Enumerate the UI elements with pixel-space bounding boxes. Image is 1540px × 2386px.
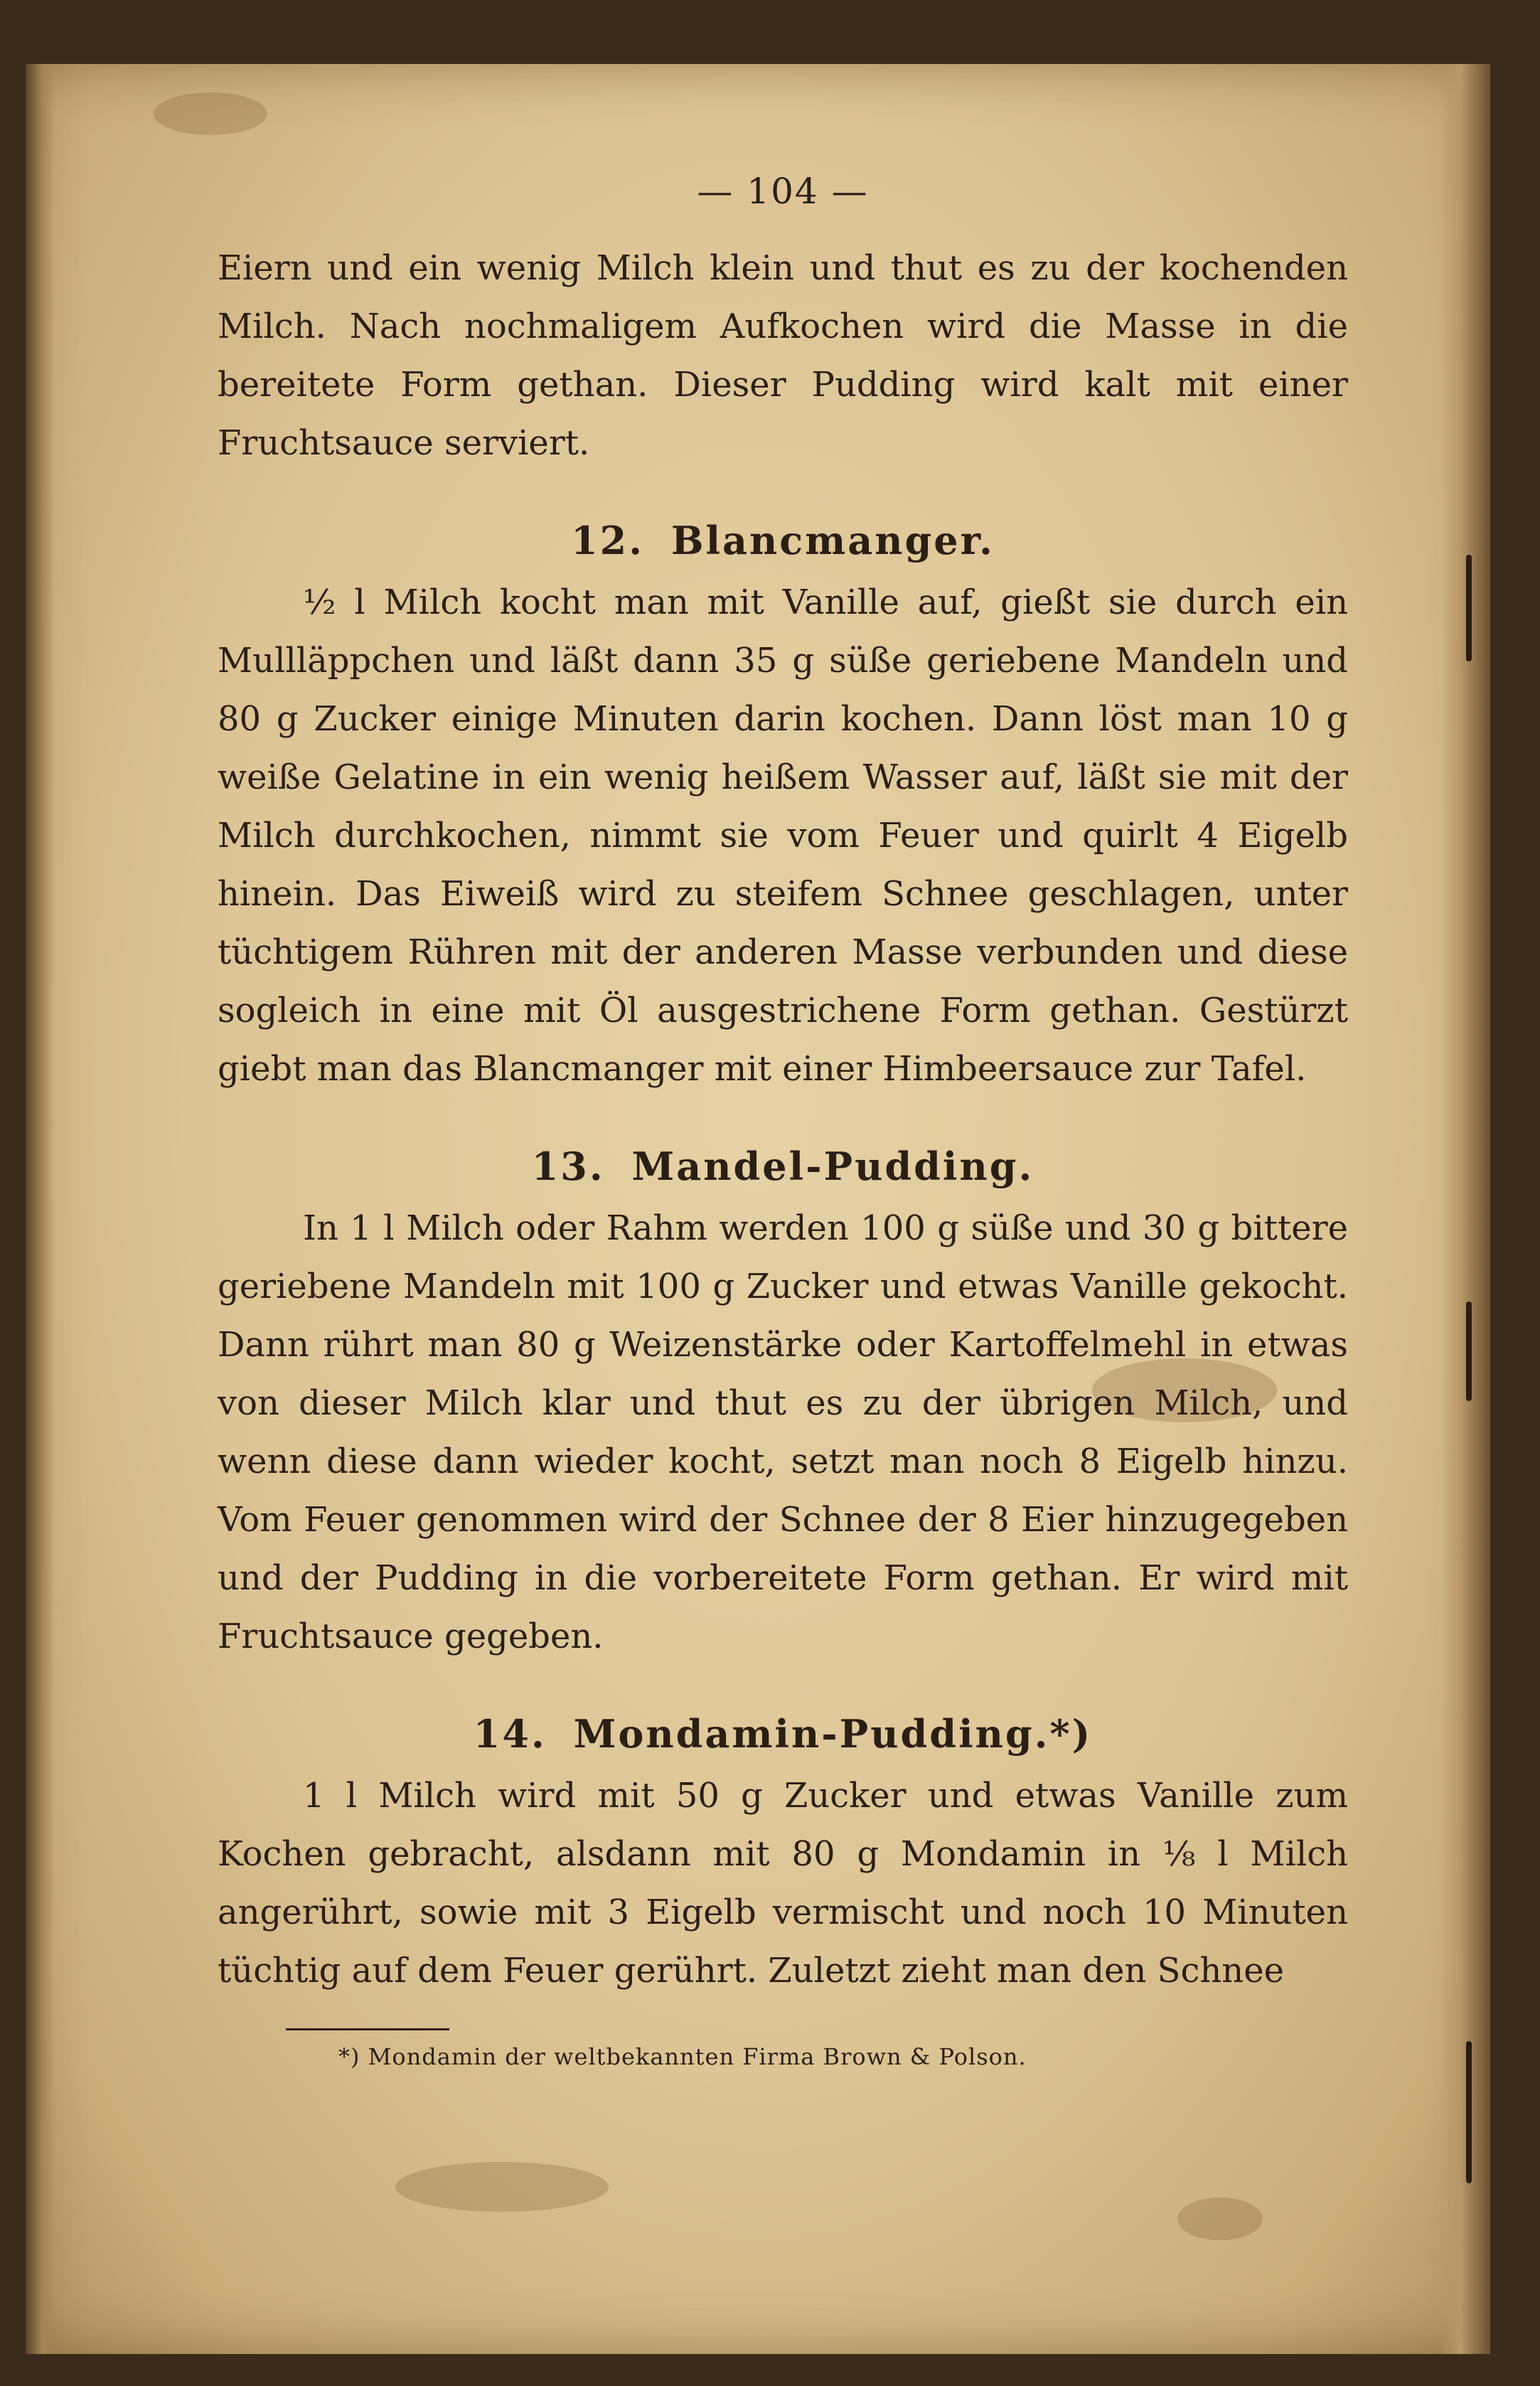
binding-thread-mark — [1466, 2041, 1472, 2183]
recipe-number: 12. — [571, 518, 645, 563]
recipe-title: Blancmanger. — [670, 518, 995, 563]
recipe-number: 14. — [473, 1711, 547, 1757]
page-number: — 104 — — [697, 171, 869, 212]
page-edge-left — [26, 64, 54, 2354]
recipe-heading-blancmanger — [218, 518, 1348, 563]
page-content — [218, 171, 1348, 2070]
recipe-text-mandel-pudding: In 1 l Milch oder Rahm werden 100 g süße und 30 g bittere geriebene Mandeln mit 100 g Zucker und etwas Vanille gekocht. Dann rührt man 80 g Weizenstärke oder Kartoffelmehl in etwas von dieser Milch klar und thut es zu der übrigen Milch, und wenn diese dann wieder kocht, setzt man noch 8 Eigelb hinzu. Vom Feuer genommen wird der Schnee der 8 Eier hinzugegeben und der Pudding in die vorbereitete Form gethan. Er wird mit Fruchtsauce gegeben. — [218, 1208, 1348, 1656]
binding-thread-mark — [1466, 1301, 1472, 1401]
recipe-title: Mandel-Pudding. — [631, 1144, 1034, 1189]
binding-thread-mark — [1466, 555, 1472, 661]
recipe-heading-mandel-pudding — [218, 1144, 1348, 1189]
recipe-heading-mondamin-pudding — [218, 1711, 1348, 1757]
recipe-text-mondamin-pudding: 1 l Milch wird mit 50 g Zucker und etwas Vanille zum Kochen gebracht, alsdann mit 80 g Mondamin in ⅛ l Milch angerührt, sowie mit 3 Eigelb vermischt und noch 10 Minuten tüchtig auf dem Feuer gerührt. Zuletzt zieht man den Schnee — [218, 1776, 1348, 1991]
footnote: *) Mondamin der weltbekannten Firma Brown & Polson. — [338, 2043, 1027, 2070]
paper-stain — [154, 92, 267, 135]
paper-stain — [395, 2162, 609, 2212]
page-edge-right — [1440, 64, 1490, 2354]
recipe-text-blancmanger: ½ l Milch kocht man mit Vanille auf, gießt sie durch ein Mullläppchen und läßt dann 35 g süße geriebene Mandeln und 80 g Zucker einige Minuten darin kochen. Dann löst man 10 g weiße Gelatine in ein wenig heißem Wasser auf, läßt sie mit der Milch durchkochen, nimmt sie vom Feuer und quirlt 4 Eigelb hinein. Das Eiweiß wird zu steifem Schnee geschlagen, unter tüchtigem Rühren mit der anderen Masse verbunden und diese sogleich in eine mit Öl ausgestrichene Form gethan. Gestürzt giebt man das Blancmanger mit einer Himbeersauce zur Tafel. — [218, 582, 1348, 1089]
book-page — [26, 64, 1490, 2354]
intro-paragraph: Eiern und ein wenig Milch klein und thut es zu der kochenden Milch. Nach nochmaligem Aufkochen wird die Masse in die bereitete Form gethan. Dieser Pudding wird kalt mit einer Fruchtsauce serviert. — [218, 248, 1348, 463]
paper-stain — [1177, 2198, 1263, 2240]
recipe-number: 13. — [531, 1144, 605, 1189]
footnote-divider — [286, 2028, 449, 2030]
recipe-title: Mondamin-Pudding.*) — [573, 1711, 1093, 1757]
